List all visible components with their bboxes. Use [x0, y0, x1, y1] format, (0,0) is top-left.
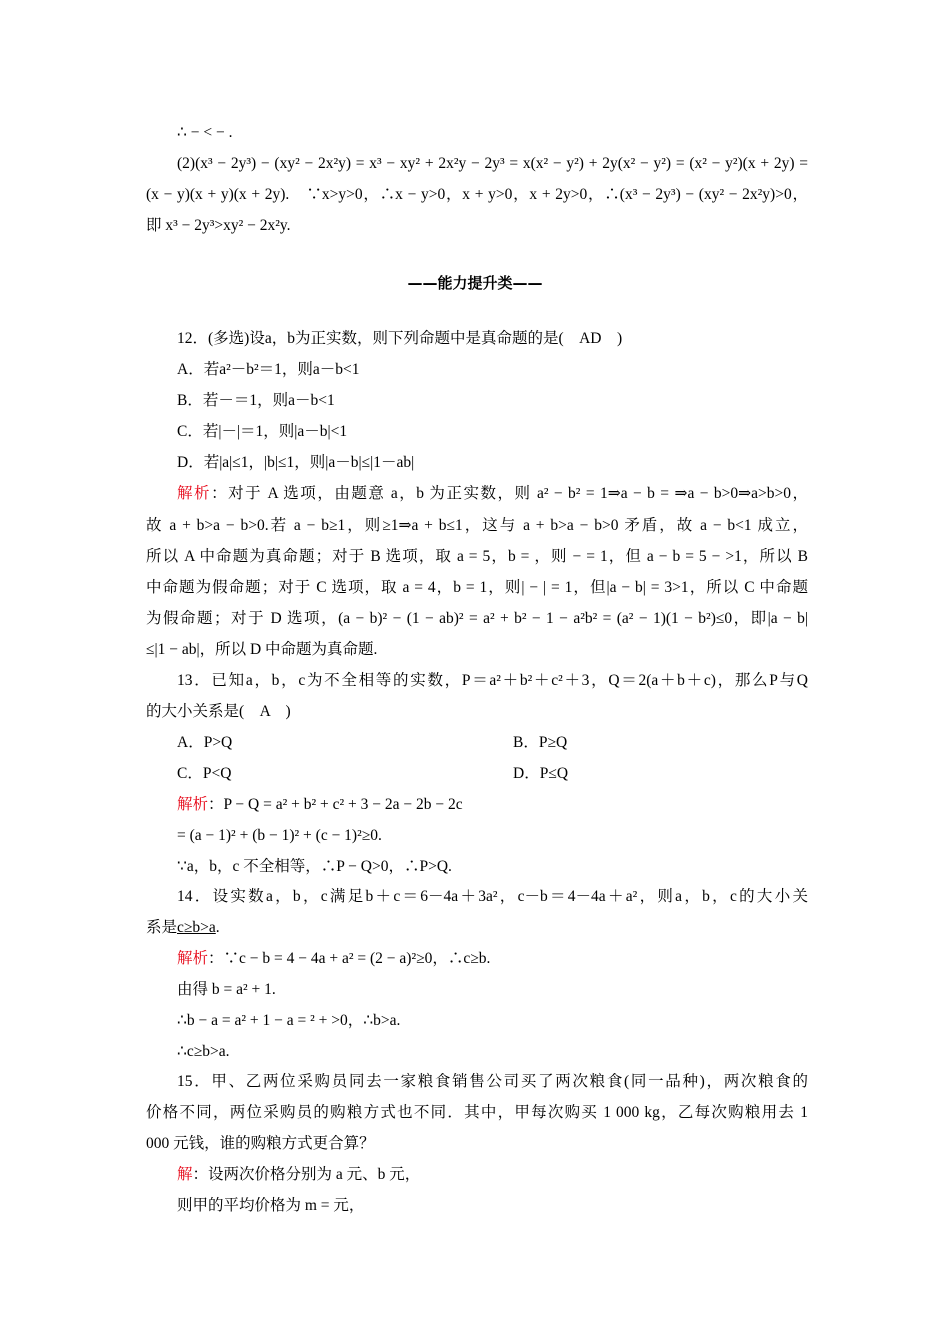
- solution-text: ：∵c − b = 4 − 4a + a² = (2 − a)²≥0，∴c≥b.: [208, 950, 491, 967]
- question-12-solution-line: ≤|1 − ab|，所以 D 中命题为真命题.: [146, 641, 378, 658]
- question-15-solution-line: 则甲的平均价格为 m = 元，: [177, 1197, 365, 1214]
- stem-text: .: [215, 919, 220, 936]
- question-14-stem: 14．设实数a，b，c满足b＋c＝6－4a＋3a²，c－b＝4－4a＋a²，则a，b，c的大小关: [177, 888, 808, 905]
- question-12-solution-line: 中命题为假命题；对于 C 选项，取 a = 4，b = 1，则| − | = 1，但|a − b| = 3>1，所以 C 中命题: [146, 579, 808, 596]
- answer-blank: c≥b>a: [177, 919, 216, 936]
- question-13-solution-line: ∵a，b，c 不全相等，∴P − Q>0，∴P>Q.: [177, 858, 452, 875]
- stem-text: 系是: [146, 919, 178, 936]
- text-line: (2)(x³ − 2y³) − (xy² − 2x²y) = x³ − xy² + 2x²y − 2y³ = x(x² − y²) + 2y(x² − y²) = (x² − y²)(x + 2y) =: [177, 155, 808, 172]
- question-12-solution-line: 为假命题；对于 D 选项，(a − b)² − (1 − ab)² = a² + b² − 1 − a²b² = (a² − 1)(1 − b²)≤0，即|a − b|: [146, 610, 808, 627]
- text-line: (x − y)(x + y)(x + 2y). ∵x>y>0，∴x − y>0，x + y>0，x + 2y>0，∴(x³ − 2y³) − (xy² − 2x²y)>0，: [146, 186, 808, 203]
- question-13-solution-line: [177, 795, 839, 815]
- text-line: 即 x³ − 2y³>xy² − 2x²y.: [146, 217, 291, 234]
- section-title: ——能力提升类——: [407, 274, 543, 292]
- question-13-solution-line: = (a − 1)² + (b − 1)² + (c − 1)²≥0.: [177, 827, 382, 844]
- solution-text: ：设两次价格分别为 a 元、b 元，: [192, 1166, 421, 1183]
- question-15-solution-line: [177, 1165, 839, 1185]
- question-14-stem: [146, 918, 808, 938]
- question-14-solution-line: ∴c≥b>a.: [177, 1043, 230, 1060]
- solution-text: ：对于 A 选项，由题意 a，b 为正实数，则 a² − b² = 1⇒a − b = ⇒a − b>0⇒a>b>0，: [211, 485, 808, 502]
- question-14-solution-line: ∴b − a = a² + 1 − a = ² + >0，∴b>a.: [177, 1012, 401, 1029]
- question-14-solution-line: [177, 949, 839, 969]
- question-13-option-c: C．P<Q: [177, 765, 232, 782]
- question-13-option-b: B．P≥Q: [513, 734, 568, 751]
- question-15-stem: 15．甲、乙两位采购员同去一家粮食销售公司买了两次粮食(同一品种)，两次粮食的: [177, 1073, 808, 1090]
- text-line: ∴ − < − .: [177, 124, 233, 141]
- question-12-solution-line: [177, 484, 808, 504]
- solution-label: 解: [177, 1166, 193, 1183]
- solution-label: 解析: [177, 485, 212, 502]
- question-12-option-d: D．若|a|≤1，|b|≤1，则|a－b|≤|1－ab|: [177, 454, 415, 471]
- question-12-option-c: C．若|－|＝1，则|a－b|<1: [177, 423, 348, 440]
- question-12-stem: 12．(多选)设a，b为正实数，则下列命题中是真命题的是( AD ): [177, 330, 623, 347]
- solution-label: 解析: [177, 796, 209, 813]
- question-15-stem: 价格不同，两位采购员的购粮方式也不同．其中，甲每次购买 1 000 kg，乙每次购粮用去 1: [146, 1104, 808, 1121]
- question-13-stem: 的大小关系是( A ): [146, 703, 291, 720]
- question-14-solution-line: 由得 b = a² + 1.: [177, 981, 276, 998]
- question-15-stem: 000 元钱，谁的购粮方式更合算？: [146, 1135, 375, 1152]
- question-13-stem: 13．已知a，b，c为不全相等的实数，P＝a²＋b²＋c²＋3，Q＝2(a＋b＋c)，那么P与Q: [177, 672, 808, 689]
- question-12-solution-line: 所以 A 中命题为真命题；对于 B 选项，取 a = 5，b = ，则 − = 1，但 a − b = 5 − >1，所以 B: [146, 548, 808, 565]
- question-12-option-a: A．若a²－b²＝1，则a－b<1: [177, 361, 360, 378]
- question-12-option-b: B．若－＝1，则a－b<1: [177, 392, 335, 409]
- solution-label: 解析: [177, 950, 209, 967]
- question-12-solution-line: 故 a + b>a − b>0.若 a − b≥1，则≥1⇒a + b≤1，这与 a + b>a − b>0 矛盾，故 a − b<1 成立，: [146, 517, 808, 534]
- question-13-option-d: D．P≤Q: [513, 765, 569, 782]
- solution-text: ：P − Q = a² + b² + c² + 3 − 2a − 2b − 2c: [208, 796, 463, 813]
- question-13-option-a: A．P>Q: [177, 734, 233, 751]
